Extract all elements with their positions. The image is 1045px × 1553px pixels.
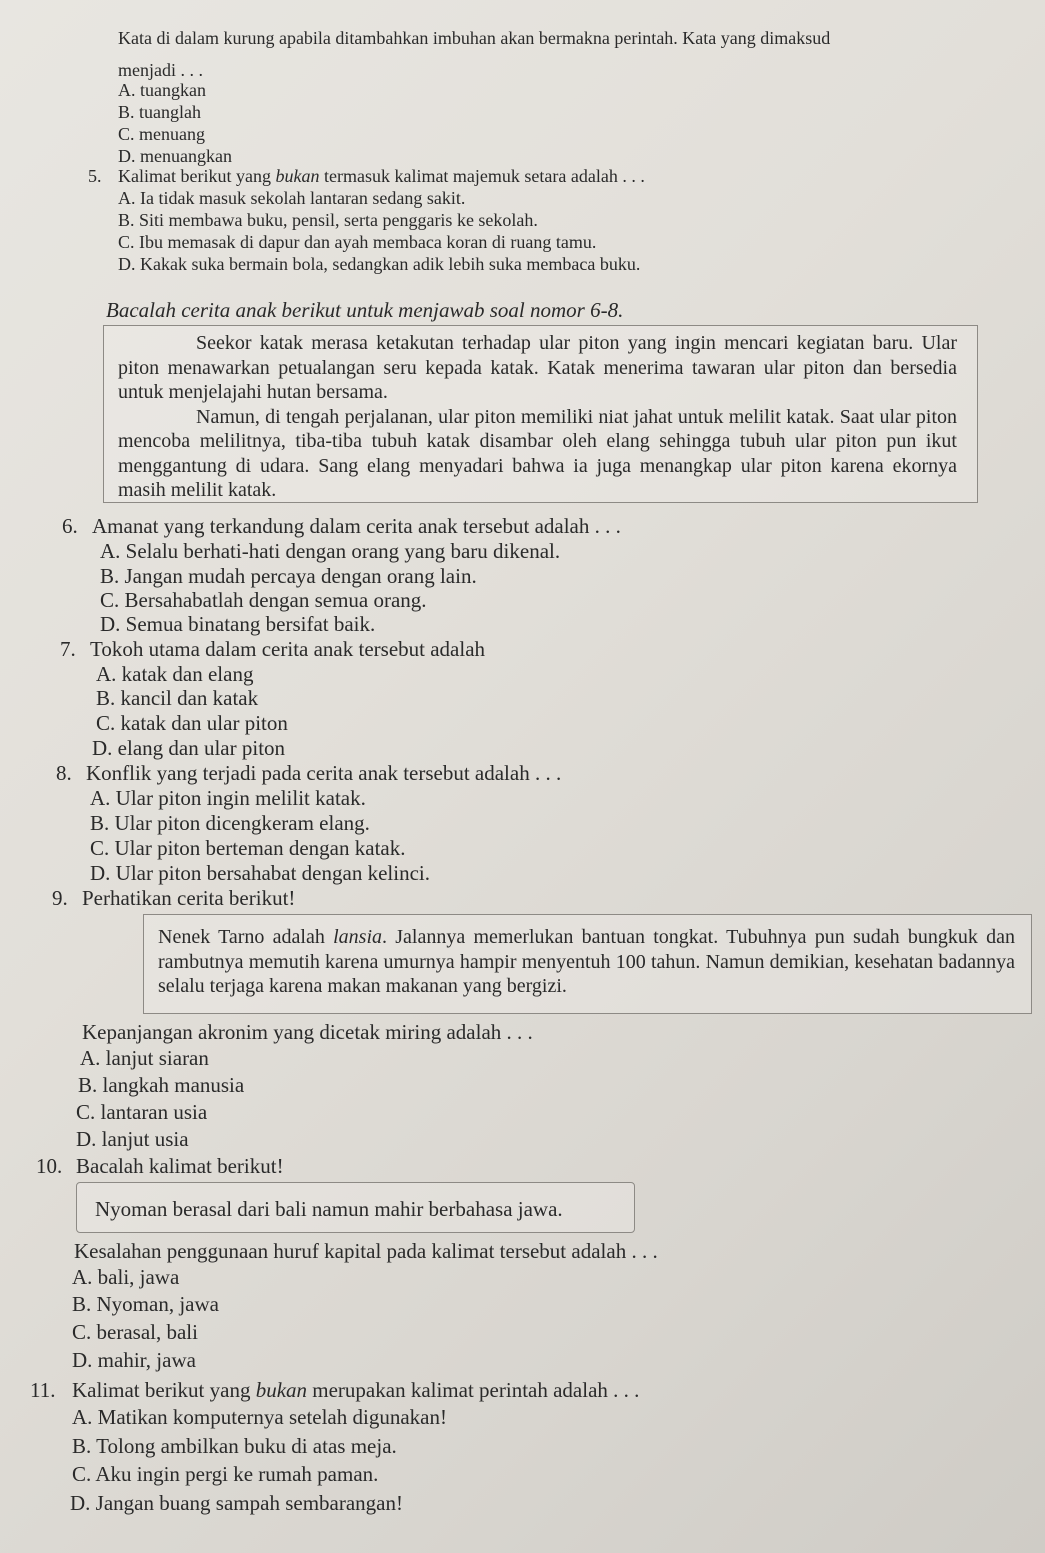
q4-stem-line1: Kata di dalam kurung apabila ditambahkan imbuhan akan bermakna perintah. Kata yang dimaksud bbox=[118, 28, 831, 48]
q5-option-c: C. Ibu memasak di dapur dan ayah membaca koran di ruang tamu. bbox=[118, 232, 597, 252]
q8-option-b: B. Ular piton dicengkeram elang. bbox=[90, 811, 370, 835]
q6-option-b: B. Jangan mudah percaya dengan orang lain. bbox=[100, 564, 477, 588]
q6-option-d: D. Semua binatang bersifat baik. bbox=[100, 612, 376, 636]
q7-option-d: D. elang dan ular piton bbox=[92, 736, 286, 760]
q11-stem: 11. Kalimat berikut yang bukan merupakan kalimat perintah adalah . . . bbox=[30, 1378, 640, 1402]
q7-option-b: B. kancil dan katak bbox=[96, 686, 259, 710]
q5-option-a: A. Ia tidak masuk sekolah lantaran sedang sakit. bbox=[118, 188, 466, 208]
q6-number: 6. bbox=[62, 514, 78, 538]
q9-option-b: B. langkah manusia bbox=[78, 1073, 245, 1097]
q5-number: 5. bbox=[88, 166, 102, 186]
q7-option-a: A. katak dan elang bbox=[96, 662, 254, 686]
q4-option-a: A. tuangkan bbox=[118, 80, 206, 100]
q9-number: 9. bbox=[52, 886, 68, 910]
q9-story-box bbox=[143, 914, 1032, 1014]
q9-stem: 9. Perhatikan cerita berikut! bbox=[52, 886, 296, 910]
q10-number: 10. bbox=[36, 1154, 63, 1178]
q9-italic-acronym: lansia bbox=[333, 926, 383, 948]
q9-story-text: Nenek Tarno adalah lansia. Jalannya memerlukan bantuan tongkat. Tubuhnya pun sudah bungkuk dan rambutnya memutih karena umurnya hampir menyentuh 100 tahun. Namun demikian, kesehatan badannya selalu terjaga karena makan makanan yang bergizi. bbox=[158, 926, 1015, 997]
q6-option-c: C. Bersahabatlah dengan semua orang. bbox=[100, 588, 427, 612]
q10-stem: 10. Bacalah kalimat berikut! bbox=[36, 1154, 284, 1178]
story-paragraph-1: Seekor katak merasa ketakutan terhadap ular piton yang ingin mencari kegiatan baru. Ular piton menawarkan petualangan seru kepada katak. Katak menerima tawaran ular piton dan bersedia untuk menjelajahi hutan bersama. bbox=[118, 332, 957, 403]
q11-option-d: D. Jangan buang sampah sembarangan! bbox=[70, 1491, 403, 1515]
q9-option-c: C. lantaran usia bbox=[76, 1100, 208, 1124]
q8-option-a: A. Ular piton ingin melilit katak. bbox=[90, 786, 366, 810]
q9-option-d: D. lanjut usia bbox=[76, 1127, 189, 1151]
q8-option-d: D. Ular piton bersahabat dengan kelinci. bbox=[90, 861, 430, 885]
q6-option-a: A. Selalu berhati-hati dengan orang yang baru dikenal. bbox=[100, 539, 561, 563]
q8-number: 8. bbox=[56, 761, 72, 785]
q11-option-b: B. Tolong ambilkan buku di atas meja. bbox=[72, 1434, 397, 1458]
q5-option-d: D. Kakak suka bermain bola, sedangkan adik lebih suka membaca buku. bbox=[118, 254, 641, 274]
q6-stem: 6. Amanat yang terkandung dalam cerita anak tersebut adalah . . . bbox=[62, 514, 621, 538]
q4-option-c: C. menuang bbox=[118, 124, 205, 144]
q10-option-d: D. mahir, jawa bbox=[72, 1348, 196, 1372]
q9-option-a: A. lanjut siaran bbox=[80, 1046, 209, 1070]
q8-stem: 8. Konflik yang terjadi pada cerita anak tersebut adalah . . . bbox=[56, 761, 562, 785]
q11-number: 11. bbox=[30, 1378, 56, 1402]
q5-emphasis: bukan bbox=[275, 166, 320, 186]
q7-option-c: C. katak dan ular piton bbox=[96, 711, 288, 735]
story-paragraph-2: Namun, di tengah perjalanan, ular piton memiliki niat jahat untuk melilit katak. Saat ular piton mencoba melilitnya, tiba-tiba tubuh katak disambar oleh elang sehingga tubuh ular piton pun ikut menggantung di udara. Sang elang menyadari bahwa ia juga menangkap ular piton karena ekornya masih melilit katak. bbox=[118, 405, 957, 501]
q10-option-b: B. Nyoman, jawa bbox=[72, 1292, 219, 1316]
q4-option-d: D. menuangkan bbox=[118, 146, 232, 166]
q7-stem: 7. Tokoh utama dalam cerita anak tersebut adalah bbox=[60, 637, 486, 661]
q4-option-b: B. tuanglah bbox=[118, 102, 201, 122]
q7-number: 7. bbox=[60, 637, 76, 661]
q10-sentence: Nyoman berasal dari bali namun mahir berbahasa jawa. bbox=[95, 1197, 563, 1221]
q11-emphasis: bukan bbox=[255, 1378, 308, 1402]
q10-question: Kesalahan penggunaan huruf kapital pada kalimat tersebut adalah . . . bbox=[74, 1239, 658, 1263]
q8-option-c: C. Ular piton berteman dengan katak. bbox=[90, 836, 406, 860]
q5-stem: 5. Kalimat berikut yang bukan termasuk kalimat majemuk setara adalah . . . bbox=[88, 166, 645, 186]
q11-option-a: A. Matikan komputernya setelah digunakan! bbox=[72, 1405, 447, 1429]
q9-question: Kepanjangan akronim yang dicetak miring adalah . . . bbox=[82, 1020, 533, 1044]
q10-sentence-box bbox=[76, 1182, 635, 1233]
instruction-6-8: Bacalah cerita anak berikut untuk menjawab soal nomor 6-8. bbox=[106, 298, 624, 322]
story-box bbox=[103, 325, 978, 503]
q4-stem-line2: menjadi . . . bbox=[118, 60, 203, 80]
q10-option-a: A. bali, jawa bbox=[72, 1265, 180, 1289]
q10-option-c: C. berasal, bali bbox=[72, 1320, 198, 1344]
q11-option-c: C. Aku ingin pergi ke rumah paman. bbox=[72, 1462, 379, 1486]
q5-option-b: B. Siti membawa buku, pensil, serta penggaris ke sekolah. bbox=[118, 210, 538, 230]
